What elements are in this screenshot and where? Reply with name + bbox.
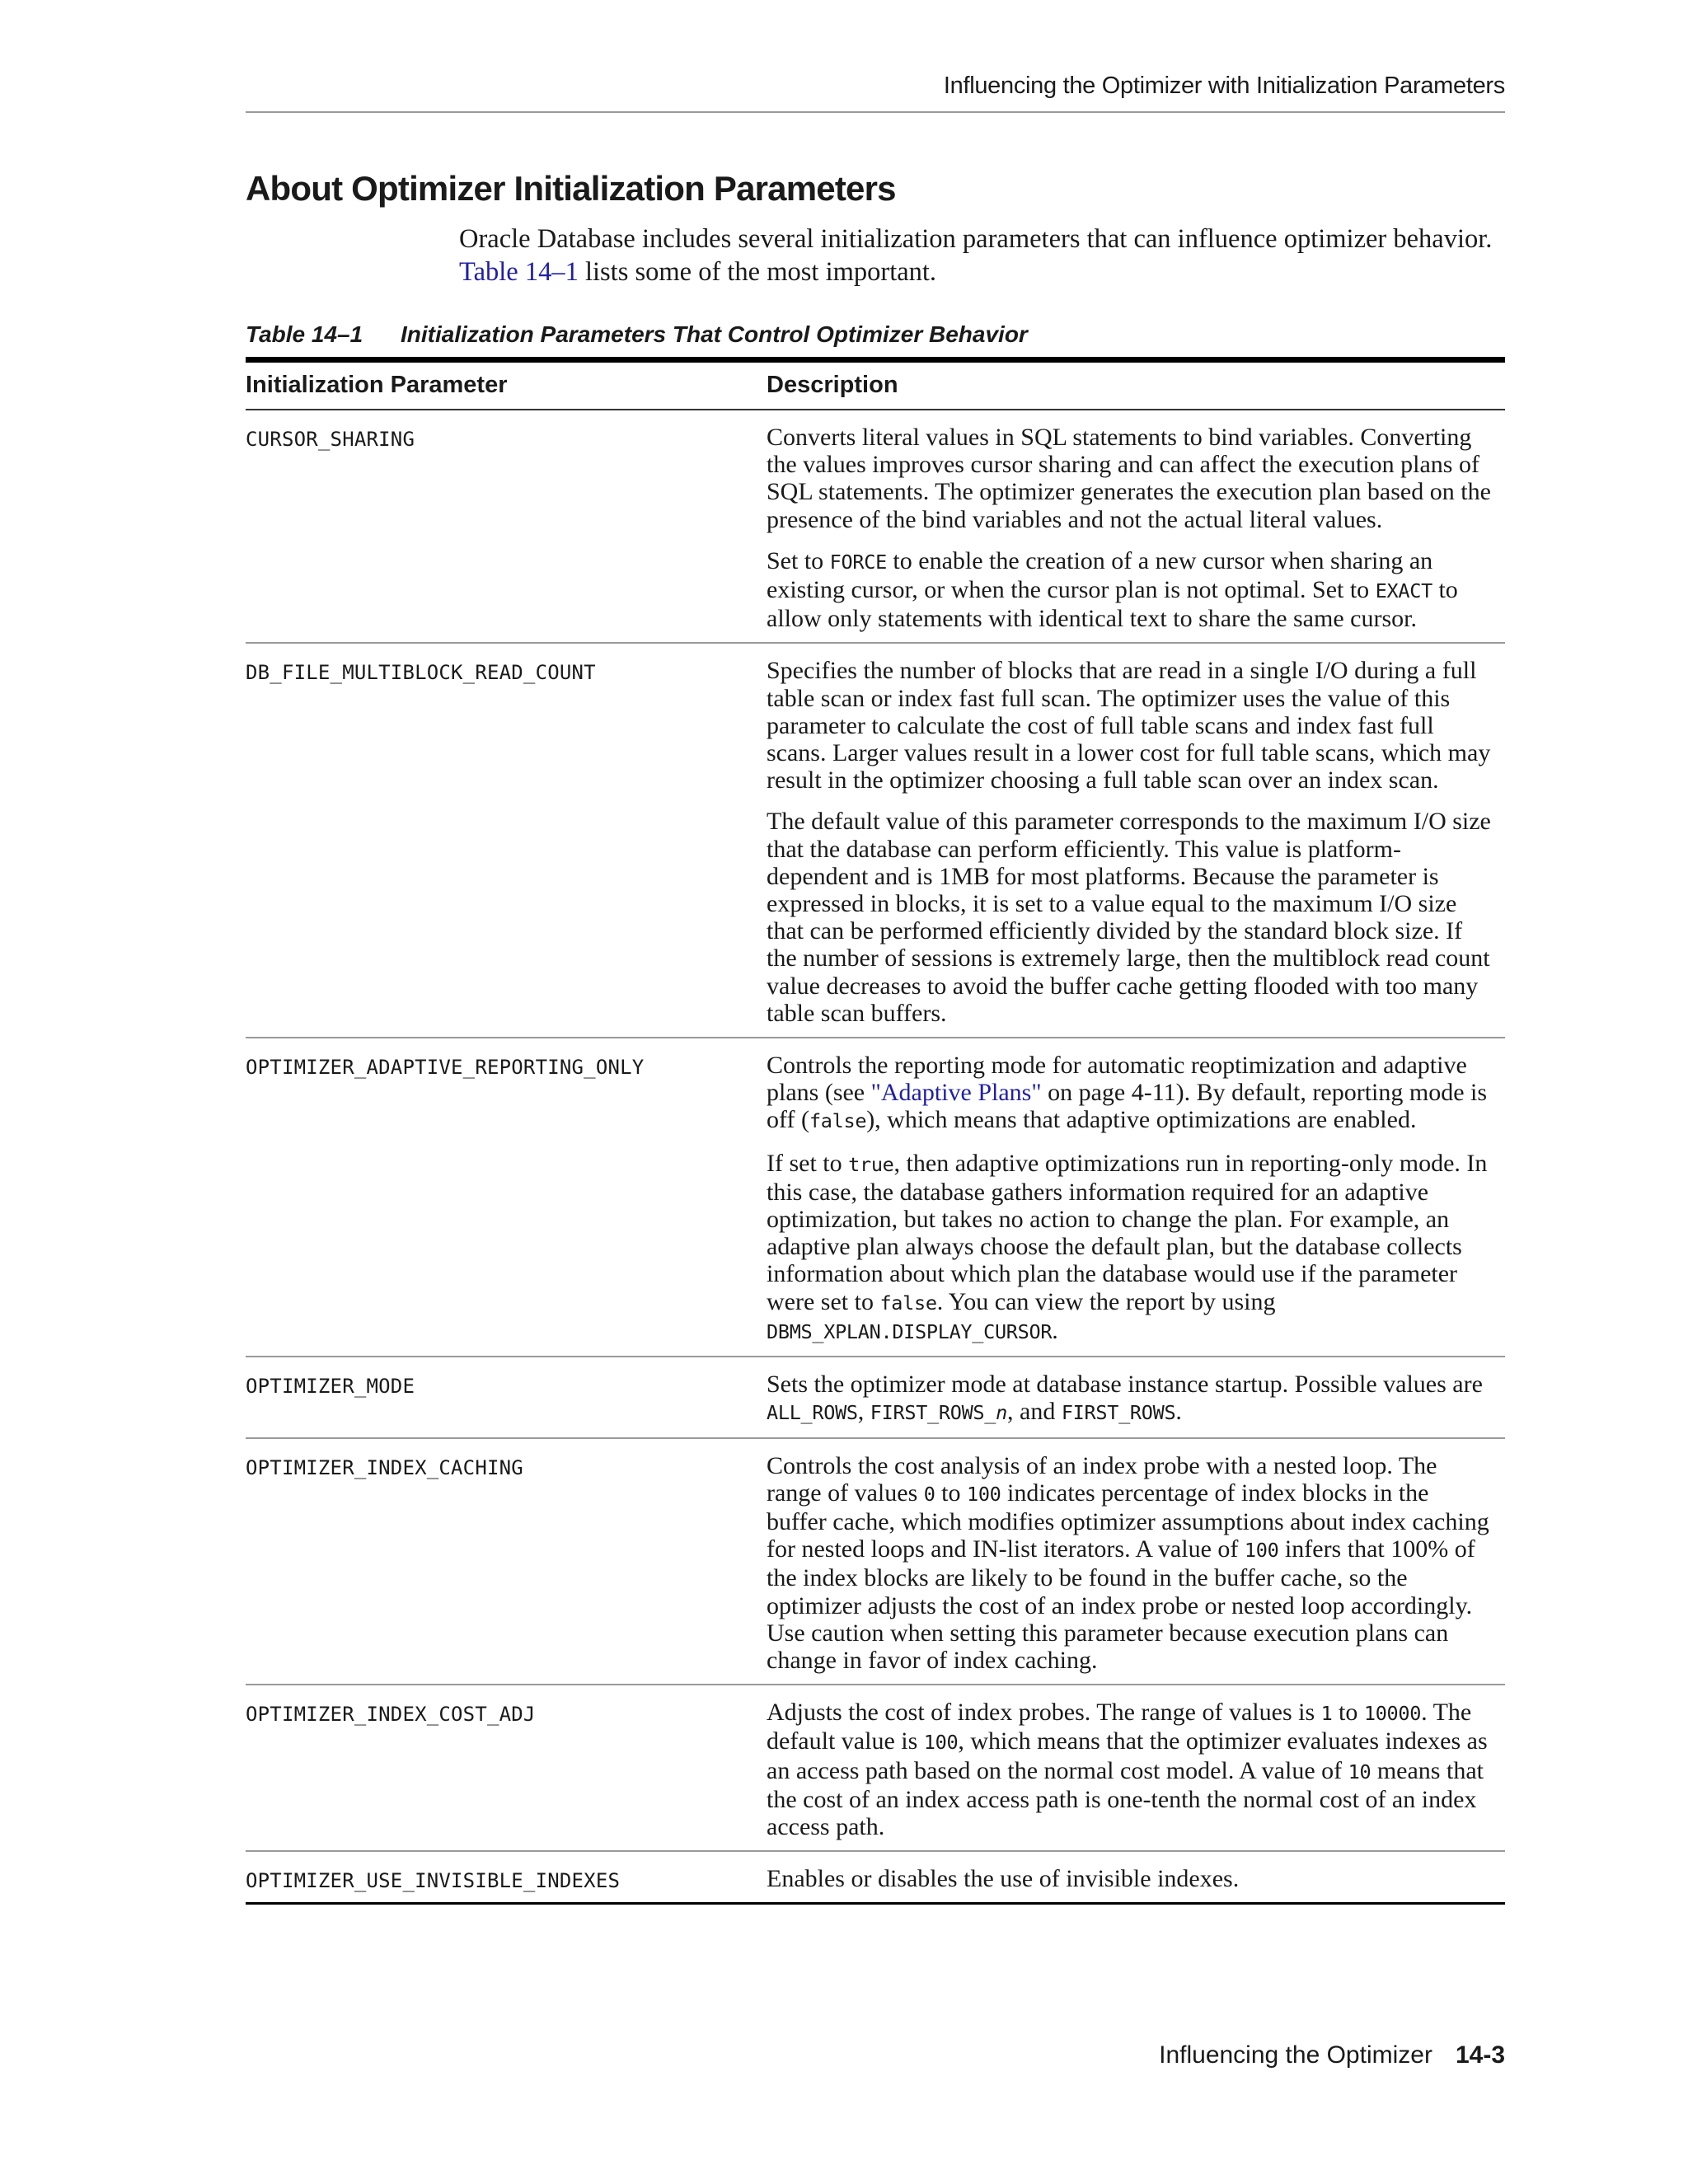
footer-page-number: 14-3	[1455, 2041, 1505, 2069]
description-text: Enables or disables the use of invisible indexes.	[767, 1865, 1240, 1893]
inline-code: FORCE	[829, 550, 887, 574]
section-heading: About Optimizer Initialization Parameters	[246, 169, 896, 208]
table-caption	[246, 321, 1028, 348]
inline-code: FIRST_ROWS_	[870, 1401, 996, 1425]
description-cell	[767, 1851, 1505, 1904]
table-row	[246, 1685, 1505, 1851]
inline-code-placeholder: n	[996, 1401, 1007, 1425]
description-paragraph	[767, 657, 1492, 794]
table-row	[246, 410, 1505, 643]
inline-code: false	[809, 1109, 867, 1133]
column-header-parameter: Initialization Parameter	[246, 360, 767, 410]
description-text: . You can view the report by using	[936, 1287, 1276, 1315]
description-cell	[767, 1357, 1505, 1437]
inline-code: false	[879, 1291, 937, 1315]
inline-code: 100	[923, 1731, 959, 1755]
description-cell	[767, 1685, 1505, 1851]
inline-code: ALL_ROWS	[767, 1401, 858, 1425]
table-header-row	[246, 360, 1505, 410]
parameter-name-cell: OPTIMIZER_ADAPTIVE_REPORTING_ONLY	[246, 1038, 767, 1357]
inline-code: 10000	[1363, 1702, 1422, 1726]
running-header-title: Influencing the Optimizer with Initialization Parameters	[943, 73, 1505, 99]
table-row	[246, 1357, 1505, 1437]
parameter-name-cell: CURSOR_SHARING	[246, 428, 415, 451]
description-text: to allow only statements with identical text to share the same cursor.	[767, 576, 1458, 633]
description-text: infers that 100% of the index blocks are likely to be found in the buffer cache, so the optimizer adjusts the cost of an index probe or nested loop accordingly. Use caution when setting this parameter because execution plans can change in favor of index caching.	[767, 1535, 1475, 1674]
description-text: ,	[857, 1398, 870, 1426]
description-paragraph	[767, 547, 1492, 633]
description-text: , and	[1007, 1398, 1062, 1426]
inline-code: 0	[923, 1482, 935, 1506]
inline-code: FIRST_ROWS	[1061, 1401, 1176, 1425]
inline-code: 10	[1348, 1760, 1372, 1783]
description-text: .	[1052, 1316, 1058, 1344]
parameter-name-cell: OPTIMIZER_USE_INVISIBLE_INDEXES	[246, 1851, 767, 1904]
description-text: Specifies the number of blocks that are read in a single I/O during a full table scan or index fast full scan. The optimizer uses the value of this parameter to calculate the cost of full table scans and index fast full scans. Larger values result in a lower cost for full table scans, which may result in the optimizer choosing a full table scan over an index scan.	[767, 657, 1491, 794]
description-text: ), which means that adaptive optimizations are enabled.	[866, 1106, 1417, 1134]
description-cell	[767, 643, 1505, 1038]
description-paragraph	[767, 424, 1492, 533]
parameter-name-cell: OPTIMIZER_INDEX_CACHING	[246, 1438, 767, 1685]
description-paragraph	[767, 1452, 1492, 1675]
description-text: Controls the cost analysis of an index probe with a nested loop. The range of values	[767, 1451, 1437, 1507]
running-header	[246, 73, 1505, 113]
description-text: Set to	[767, 546, 830, 574]
description-text: on page 4-11). By default, reporting mode is off (	[767, 1079, 1488, 1134]
description-text: The default value of this parameter corresponds to the maximum I/O size that the database can perform efficiently. This value is platform-dependent and is 1MB for most platforms. Because the parameter is expressed in blocks, it is set to a value equal to the maximum I/O size that can be performed efficiently divided by the standard block size. If the number of sessions is extremely large, then the multiblock read count value decreases to avoid the buffer cache getting flooded with too many table scan buffers.	[767, 808, 1491, 1027]
description-cell	[767, 1038, 1505, 1357]
description-text: , which means that the optimizer evaluates indexes as an access path based on the normal cost model. A value of	[767, 1727, 1488, 1784]
description-text: means that the cost of an index access path is one-tenth the normal cost of an index access path.	[767, 1756, 1484, 1840]
description-text: to enable the creation of a new cursor when sharing an existing cursor, or when the cursor plan is not optimal. Set to	[767, 546, 1433, 604]
intro-text-after: lists some of the most important.	[578, 257, 937, 287]
table-cross-reference-link[interactable]: Table 14–1	[459, 257, 579, 287]
parameter-name-cell: OPTIMIZER_INDEX_COST_ADJ	[246, 1685, 767, 1851]
table-caption-title: Initialization Parameters That Control Optimizer Behavior	[401, 321, 1028, 347]
inline-code: 100	[1244, 1539, 1279, 1563]
description-text: Controls the reporting mode for automatic reoptimization and adaptive plans (see	[767, 1052, 1467, 1107]
table-row	[246, 1438, 1505, 1685]
description-paragraph	[767, 1865, 1492, 1892]
description-paragraph	[767, 1699, 1492, 1840]
running-footer	[1159, 2041, 1505, 2069]
description-text: Sets the optimizer mode at database instance startup. Possible values are	[767, 1371, 1483, 1399]
description-text: Converts literal values in SQL statements to bind variables. Converting the values improves cursor sharing and can affect the execution plans of SQL statements. The optimizer generates the execution plan based on the presence of the bind variables and not the actual literal values.	[767, 424, 1491, 533]
description-paragraph	[767, 1371, 1492, 1427]
inline-code: EXACT	[1375, 579, 1432, 603]
table-row	[246, 1038, 1505, 1357]
parameter-name-cell: DB_FILE_MULTIBLOCK_READ_COUNT	[246, 643, 767, 1038]
description-cell	[767, 410, 1505, 643]
description-paragraph	[767, 1052, 1492, 1136]
inline-code: DBMS_XPLAN.DISPLAY_CURSOR	[767, 1319, 1053, 1343]
description-paragraph	[767, 808, 1492, 1027]
description-text: .	[1175, 1398, 1182, 1426]
description-text: to	[935, 1479, 967, 1507]
description-text: . The default value is	[767, 1699, 1472, 1755]
table-row	[246, 1851, 1505, 1904]
description-paragraph	[767, 1150, 1492, 1346]
footer-chapter-title: Influencing the Optimizer	[1159, 2041, 1432, 2069]
inline-code: 100	[966, 1482, 1001, 1506]
table-caption-number: Table 14–1	[246, 321, 363, 347]
column-header-description: Description	[767, 360, 1505, 410]
intro-paragraph	[459, 223, 1506, 288]
description-text: indicates percentage of index blocks in the buffer cache, which modifies optimizer assumptions about index caching for nested loops and IN-list iterators. A value of	[767, 1479, 1489, 1563]
description-text: to	[1332, 1699, 1364, 1727]
description-text: Adjusts the cost of index probes. The range of values is	[767, 1699, 1321, 1727]
description-text: , then adaptive optimizations run in reporting-only mode. In this case, the database gathers information required for an adaptive optimization, but takes no action to change the plan. For example, an adaptive plan always choose the default plan, but the database collects information about which plan the database would use if the parameter were set to	[767, 1149, 1488, 1315]
inline-code: true	[848, 1152, 894, 1176]
description-cell	[767, 1438, 1505, 1685]
parameter-name-cell: OPTIMIZER_MODE	[246, 1357, 767, 1437]
parameters-table	[246, 357, 1505, 1905]
table-row	[246, 643, 1505, 1038]
inline-code: 1	[1320, 1702, 1333, 1726]
intro-text-before: Oracle Database includes several initialization parameters that can influence optimizer behavior.	[459, 224, 1493, 254]
cross-reference-link[interactable]: "Adaptive Plans"	[870, 1079, 1042, 1107]
description-text: If set to	[767, 1149, 849, 1177]
